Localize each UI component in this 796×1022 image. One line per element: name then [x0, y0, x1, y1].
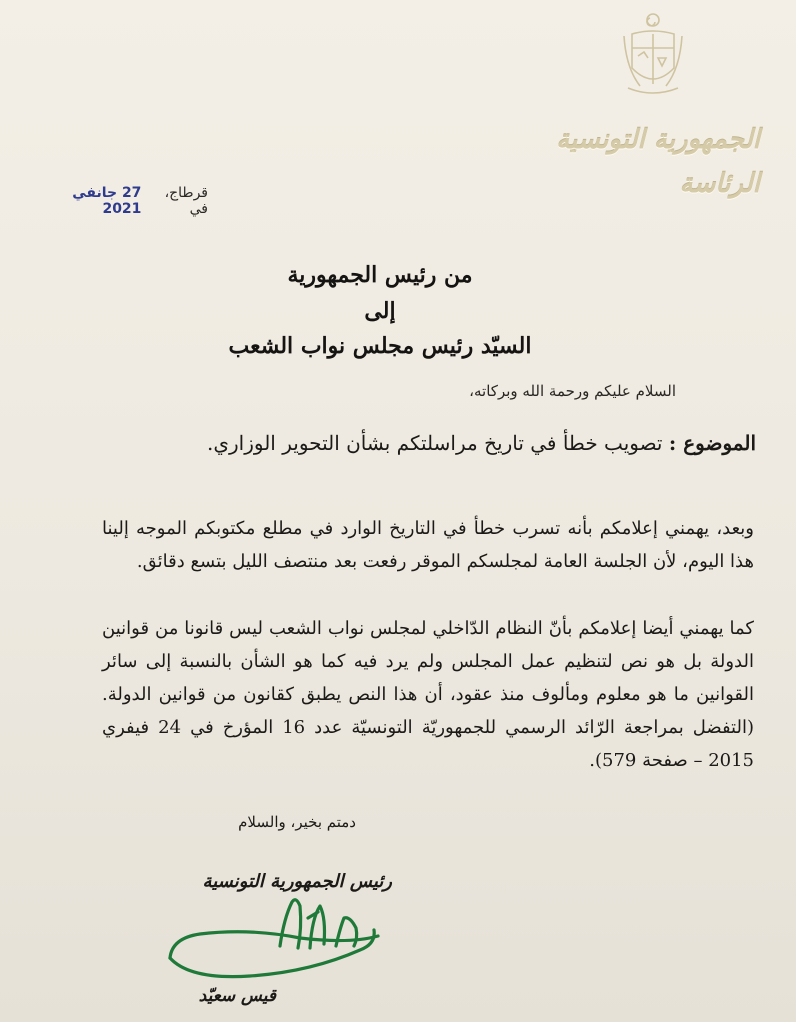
subject-label: الموضوع :: [668, 431, 756, 455]
coat-of-arms-icon: [618, 8, 688, 100]
heading-recipient: السيّد رئيس مجلس نواب الشعب: [228, 333, 532, 359]
signatory-name: قيس سعيّد: [198, 986, 276, 1006]
closing-salutation: دمتم بخير، والسلام: [238, 813, 356, 831]
embossed-title: الجمهورية التونسية: [556, 125, 760, 155]
embossed-letterhead: [540, 118, 760, 206]
body-paragraph-2: كما يهمني أيضا إعلامكم بأنّ النظام الدّاخلي لمجلس نواب الشعب ليس قانونا من قوانين الدولة بل هو نص لتنظيم عمل المجلس ولم يرد فيه كما هو الشأن بالنسبة إلى سائر القوانين ما هو معلوم ومألوف منذ عقود، أن هذا النص يطبق كقانون من قوانين الدولة. (التفضل بمراجعة الرّائد الرسمي للجمهوريّة التونسيّة عدد 16 المؤرخ في 24 فيفري 2015 – صفحة 579).: [102, 618, 754, 771]
heading-from: من رئيس الجمهورية: [287, 262, 473, 288]
greeting: السلام عليكم ورحمة الله وبركاته،: [469, 382, 676, 400]
handwritten-signature: [160, 888, 390, 998]
subject-line: [136, 428, 756, 458]
date-value: 27 جانفي 2021: [72, 185, 142, 217]
embossed-subtitle: الرئاسة: [679, 169, 760, 199]
date-line: [38, 185, 208, 217]
heading-to: إلى: [364, 298, 396, 324]
date-place: قرطاج، في: [164, 185, 208, 217]
signatory-title: رئيس الجمهورية التونسية: [202, 871, 392, 892]
subject-text: تصويب خطأ في تاريخ مراسلتكم بشأن التحوير الوزاري.: [207, 431, 663, 455]
body-paragraph-1: وبعد، يهمني إعلامكم بأنه تسرب خطأ في التاريخ الوارد في مطلع مكتوبكم الموجه إلينا هذا اليوم، لأن الجلسة العامة لمجلسكم الموقر رفعت بعد منتصف الليل بتسع دقائق.: [102, 518, 754, 572]
